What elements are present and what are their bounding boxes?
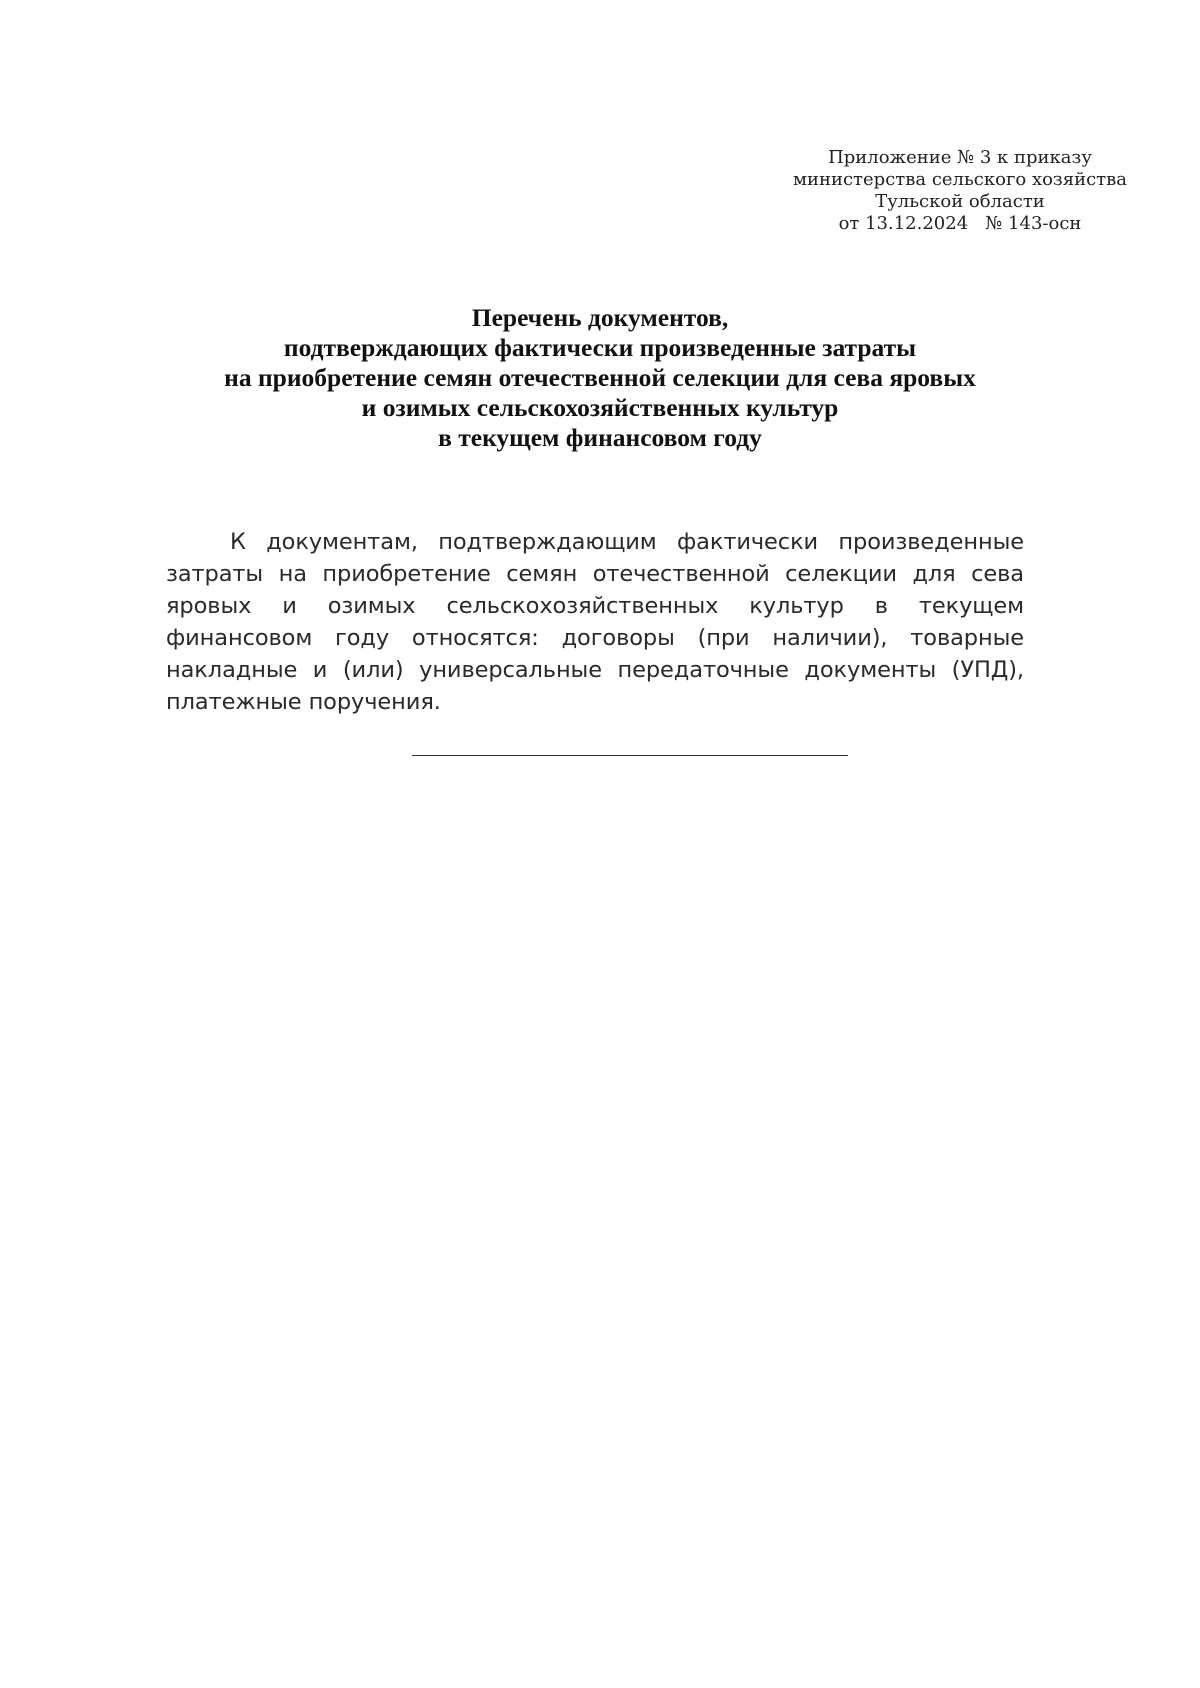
attachment-line-1: Приложение № 3 к приказу	[828, 147, 1092, 168]
attachment-line-4: от 13.12.2024 № 143-осн	[838, 213, 1082, 234]
attachment-line-3: Тульской области	[875, 191, 1045, 212]
title-line-1: Перечень документов,	[471, 303, 729, 332]
end-separator-line	[412, 755, 848, 756]
title-line-3: на приобретение семян отечественной селекции для сева яровых	[224, 363, 976, 392]
document-title	[150, 303, 1050, 453]
title-line-2: подтверждающих фактически произведенные затраты	[283, 333, 917, 362]
title-line-5: в текущем финансовом году	[438, 423, 762, 452]
title-line-4: и озимых сельскохозяйственных культур	[361, 393, 839, 422]
body-paragraph: К документам, подтверждающим фактически произведенные затраты на приобретение семян отечественной селекции для сева яровых и озимых сельскохозяйственных культур в текущем финансовом году относятся: договоры (при наличии), товарные накладные и (или) универсальные передаточные документы (УПД), платежные поручения.	[166, 529, 1024, 715]
attachment-header	[740, 147, 1180, 235]
attachment-line-2: министерства сельского хозяйства	[792, 169, 1128, 190]
